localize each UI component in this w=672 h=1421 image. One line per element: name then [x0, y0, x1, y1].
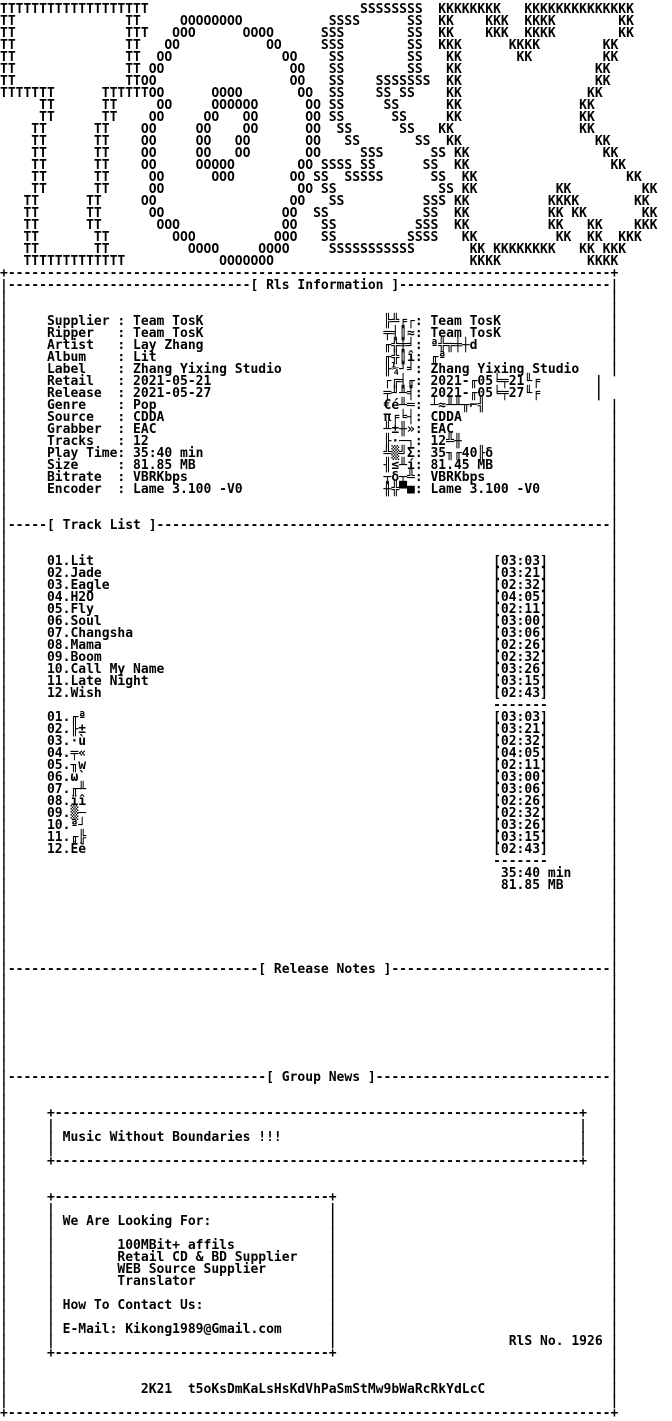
nfo-line: | ------- | [0, 698, 619, 713]
nfo-line: +-----------------------------------------------------------------------------+ [0, 1406, 619, 1421]
nfo-line: | | [0, 1358, 619, 1373]
nfo-line: TTTTTTTTTTTTTTTTTTT SSSSSSSS KKKKKKKK KKKKKKKKKKKKKK [0, 2, 634, 17]
nfo-line: | | [0, 1370, 619, 1385]
nfo-line: | | [0, 290, 619, 305]
nfo-line: | | How To Contact Us: | | [0, 1298, 619, 1313]
nfo-line: | 05.╖w [02:11] | [0, 758, 619, 773]
nfo-line: | | | | [0, 1142, 619, 1157]
nfo-line: | Ripper : Team TosK ╤╡║≈: Team TosK | [0, 326, 619, 341]
nfo-line: | Size : 81.85 MB ╢≤╨í: 81.45 MB | [0, 458, 619, 473]
nfo-line: | Bitrate : VBRKbps ┬δ┬╩: VBRKbps | [0, 470, 619, 485]
nfo-line: | Retail : 2021-05-21 ┌╔╡╓: 2021-╓05╘╤21╙╒ | [0, 374, 603, 389]
nfo-line: | | [0, 914, 619, 929]
nfo-line: |---------------------------------[ Group News ]------------------------------| [0, 1070, 619, 1085]
nfo-line: | | E-Mail: Kikong1989@Gmail.com | | [0, 1322, 619, 1337]
nfo-line: | 11.╓╠ [03:15] | [0, 830, 619, 845]
nfo-line: | 02.Jade [03:21] | [0, 566, 619, 581]
nfo-line: TT TT OO OO OO OO SS SS KK KK [0, 110, 595, 125]
nfo-line: |-------------------------------[ Rls Information ]---------------------------| [0, 278, 619, 293]
nfo-line: | 01.╓ª [03:03] | [0, 710, 619, 725]
nfo-line: | 02.╟± [03:21] | [0, 722, 619, 737]
nfo-line: | 04.╤« [04:05] | [0, 746, 619, 761]
nfo-line: | | | | [0, 1202, 619, 1217]
nfo-line: | | | | [0, 1310, 619, 1325]
nfo-line: | | | | [0, 1226, 619, 1241]
nfo-line: TTTTTTTTTTTTT OOOOOOO KKKK KKKK [0, 254, 619, 269]
nfo-line: | | [0, 494, 619, 509]
nfo-line: | +-------------------------------------------------------------------+ | [0, 1154, 619, 1169]
nfo-line: | Encoder : Lame 3.100 -V0 ╫╬▀■: Lame 3.100 -V0 | [0, 482, 619, 497]
nfo-line: | 12.Wish [02:43] | [0, 686, 619, 701]
nfo-line: | 81.85 MB | [0, 878, 619, 893]
nfo-line: | | [0, 1094, 619, 1109]
nfo-line: | | [0, 998, 619, 1013]
nfo-line: | | [0, 542, 619, 557]
nfo-line: | 08.Mama [02:26] | [0, 638, 619, 653]
nfo-line: | Release : 2021-05-27 ╤╜╨╡: 2021-╓05╘╤27╙╒ | [0, 386, 603, 401]
nfo-line: | 07.Changsha [03:06] | [0, 626, 619, 641]
nfo-line: TT TT OO OO OO OO SS SS KK KK [0, 134, 611, 149]
nfo-line: | | Retail CD & BD Supplier | | [0, 1250, 619, 1265]
nfo-line: | | | | [0, 1286, 619, 1301]
nfo-line: | | [0, 1178, 619, 1193]
nfo-line: TT TTOO OO SS SSSSSSS KK KK [0, 74, 611, 89]
nfo-line: | 09.Boom [02:32] | [0, 650, 619, 665]
nfo-line: | | [0, 1082, 619, 1097]
nfo-line: | | [0, 986, 619, 1001]
nfo-line: | Genre : Pop €é╨═: ┴≈╨╨╥⌐╣ | [0, 398, 619, 413]
nfo-line: TT TT OO OO OO OO SSS SS KK KK [0, 146, 619, 161]
nfo-line: | | [0, 530, 619, 545]
nfo-line: | Source : CDDA π╒╘┤: CDDA | [0, 410, 619, 425]
nfo-line: | | Music Without Boundaries !!! | | [0, 1130, 619, 1145]
nfo-line: | Artist : Lay Zhang ╓╬╪╛: ª╬╦╪┼d | [0, 338, 619, 353]
nfo-line: | +-----------------------------------+ | [0, 1190, 619, 1205]
nfo-line: | | WEB Source Supplier | | [0, 1262, 619, 1277]
nfo-line: | +-------------------------------------------------------------------+ | [0, 1106, 619, 1121]
nfo-line: | | | | [0, 1118, 619, 1133]
nfo-line: | | [0, 890, 619, 905]
nfo-line: | 08.ïî [02:26] | [0, 794, 619, 809]
nfo-line: | 03.·ù [02:32] | [0, 734, 619, 749]
nfo-line: | Label : Zhang Yixing Studio ╟¼┘╛: Zhang Yixing Studio | [0, 362, 619, 377]
nfo-line: | 03.Eagle [02:32] | [0, 578, 619, 593]
nfo-line: | 05.Fly [02:11] | [0, 602, 619, 617]
nfo-line: | Play Time: 35:40 min ╩▒╝Σ: 35╖╓40╟δ | [0, 446, 619, 461]
nfo-line: | | [0, 902, 619, 917]
nfo-line: TT TT OO OO SS SS KK KK [0, 62, 611, 77]
nfo-line: TT TT OOOOOOOO SSSS SS KK KKK KKKK KK [0, 14, 634, 29]
nfo-line: |-----[ Track List ]----------------------------------------------------------| [0, 518, 619, 533]
nfo-line: | | [0, 1166, 619, 1181]
nfo-line: | | 100MBit+ affils | | [0, 1238, 619, 1253]
nfo-line: | 06.ω` [03:00] | [0, 770, 619, 785]
nfo-line: TT TT OO OO SSS SS KKK KKKK KK [0, 38, 619, 53]
nfo-line: TT TT OO OOOOOO OO SS SS KK KK [0, 98, 595, 113]
nfo-line: | | We Are Looking For: | | [0, 1214, 619, 1229]
nfo-line: | | [0, 506, 619, 521]
nfo-line: | | [0, 1034, 619, 1049]
nfo-line: | | [0, 926, 619, 941]
nfo-line: | | [0, 1010, 619, 1025]
nfo-line: | 2K21 t5oKsDmKaLsHsKdVhPaSmStMw9bWaRcRkYdLcC | [0, 1382, 619, 1397]
nfo-line: TT TT OOOO OOOO SSSSSSSSSSS KK KKKKKKKK KK KKK [0, 242, 627, 257]
nfo-line: TT TT OO OO SS SSS KK KKKK KK [0, 194, 650, 209]
nfo-line: TT TT OO OOO OO SS SSSSS SS KK KK [0, 170, 642, 185]
nfo-line: | 09.▒─ [02:32] | [0, 806, 619, 821]
nfo-line: | | | RlS No. 1926 | [0, 1334, 619, 1349]
nfo-line: | | [0, 302, 619, 317]
nfo-line: +-----------------------------------------------------------------------------+ [0, 266, 619, 281]
nfo-line: | | [0, 974, 619, 989]
nfo-line: | Album : Lit ╓╬║î: ╓ª | [0, 350, 619, 365]
nfo-line: | | [0, 1394, 619, 1409]
nfo-line: | | [0, 950, 619, 965]
nfo-line: | 10.ª┘ [03:26] | [0, 818, 619, 833]
nfo-line: TTTTTTT TTTTTTOO OOOO OO SS SS SS KK KK [0, 86, 603, 101]
nfo-line: TT TT OO OOOOO OO SSSS SS SS KK KK [0, 158, 627, 173]
nfo-line: | 04.H2O [04:05] | [0, 590, 619, 605]
nfo-line: TT TT OO OO SS SS KK KK KK KK [0, 206, 658, 221]
nfo-line: | Grabber : EAC ╨±╫»: EAC | [0, 422, 619, 437]
nfo-line: TT TT OOO OOO SS SSSS KK KK KK KKK [0, 230, 642, 245]
nfo-line: | | Translator | | [0, 1274, 619, 1289]
nfo-line: | 35:40 min | [0, 866, 619, 881]
nfo-line: TT TTT OOO OOOO SSS SS KK KKK KKKK KK [0, 26, 634, 41]
nfo-line: | | [0, 1046, 619, 1061]
nfo-line: TT TT OO OO SS SS KK KK KK [0, 50, 619, 65]
nfo-line: | 10.Call My Name [03:26] | [0, 662, 619, 677]
nfo-line: | 12.Éè [02:43] | [0, 842, 619, 857]
nfo-line: | ------- | [0, 854, 619, 869]
nfo-line: | | [0, 1022, 619, 1037]
nfo-line: |--------------------------------[ Release Notes ]----------------------------| [0, 962, 619, 977]
nfo-line: TT TT OOO OO SS SSS KK KK KK KKK [0, 218, 658, 233]
nfo-line: TT TT OO OO OO OO SS SS KK KK [0, 122, 595, 137]
nfo-line: | Supplier : Team TosK ╠╩╒┌: Team TosK | [0, 314, 619, 329]
nfo-document [0, 2, 672, 1421]
nfo-line: | 11.Late Night [03:15] | [0, 674, 619, 689]
nfo-line: | 07.╓╨ [03:06] | [0, 782, 619, 797]
nfo-line: | | [0, 1058, 619, 1073]
nfo-line: | 06.Soul [03:00] | [0, 614, 619, 629]
nfo-line: | +-----------------------------------+ | [0, 1346, 619, 1361]
nfo-line: | Tracks : 12 ╟·─┐: 12╩╫ | [0, 434, 619, 449]
nfo-line: TT TT OO OO SS SS KK KK KK [0, 182, 658, 197]
nfo-line: | 01.Lit [03:03] | [0, 554, 619, 569]
nfo-line: | | [0, 938, 619, 953]
